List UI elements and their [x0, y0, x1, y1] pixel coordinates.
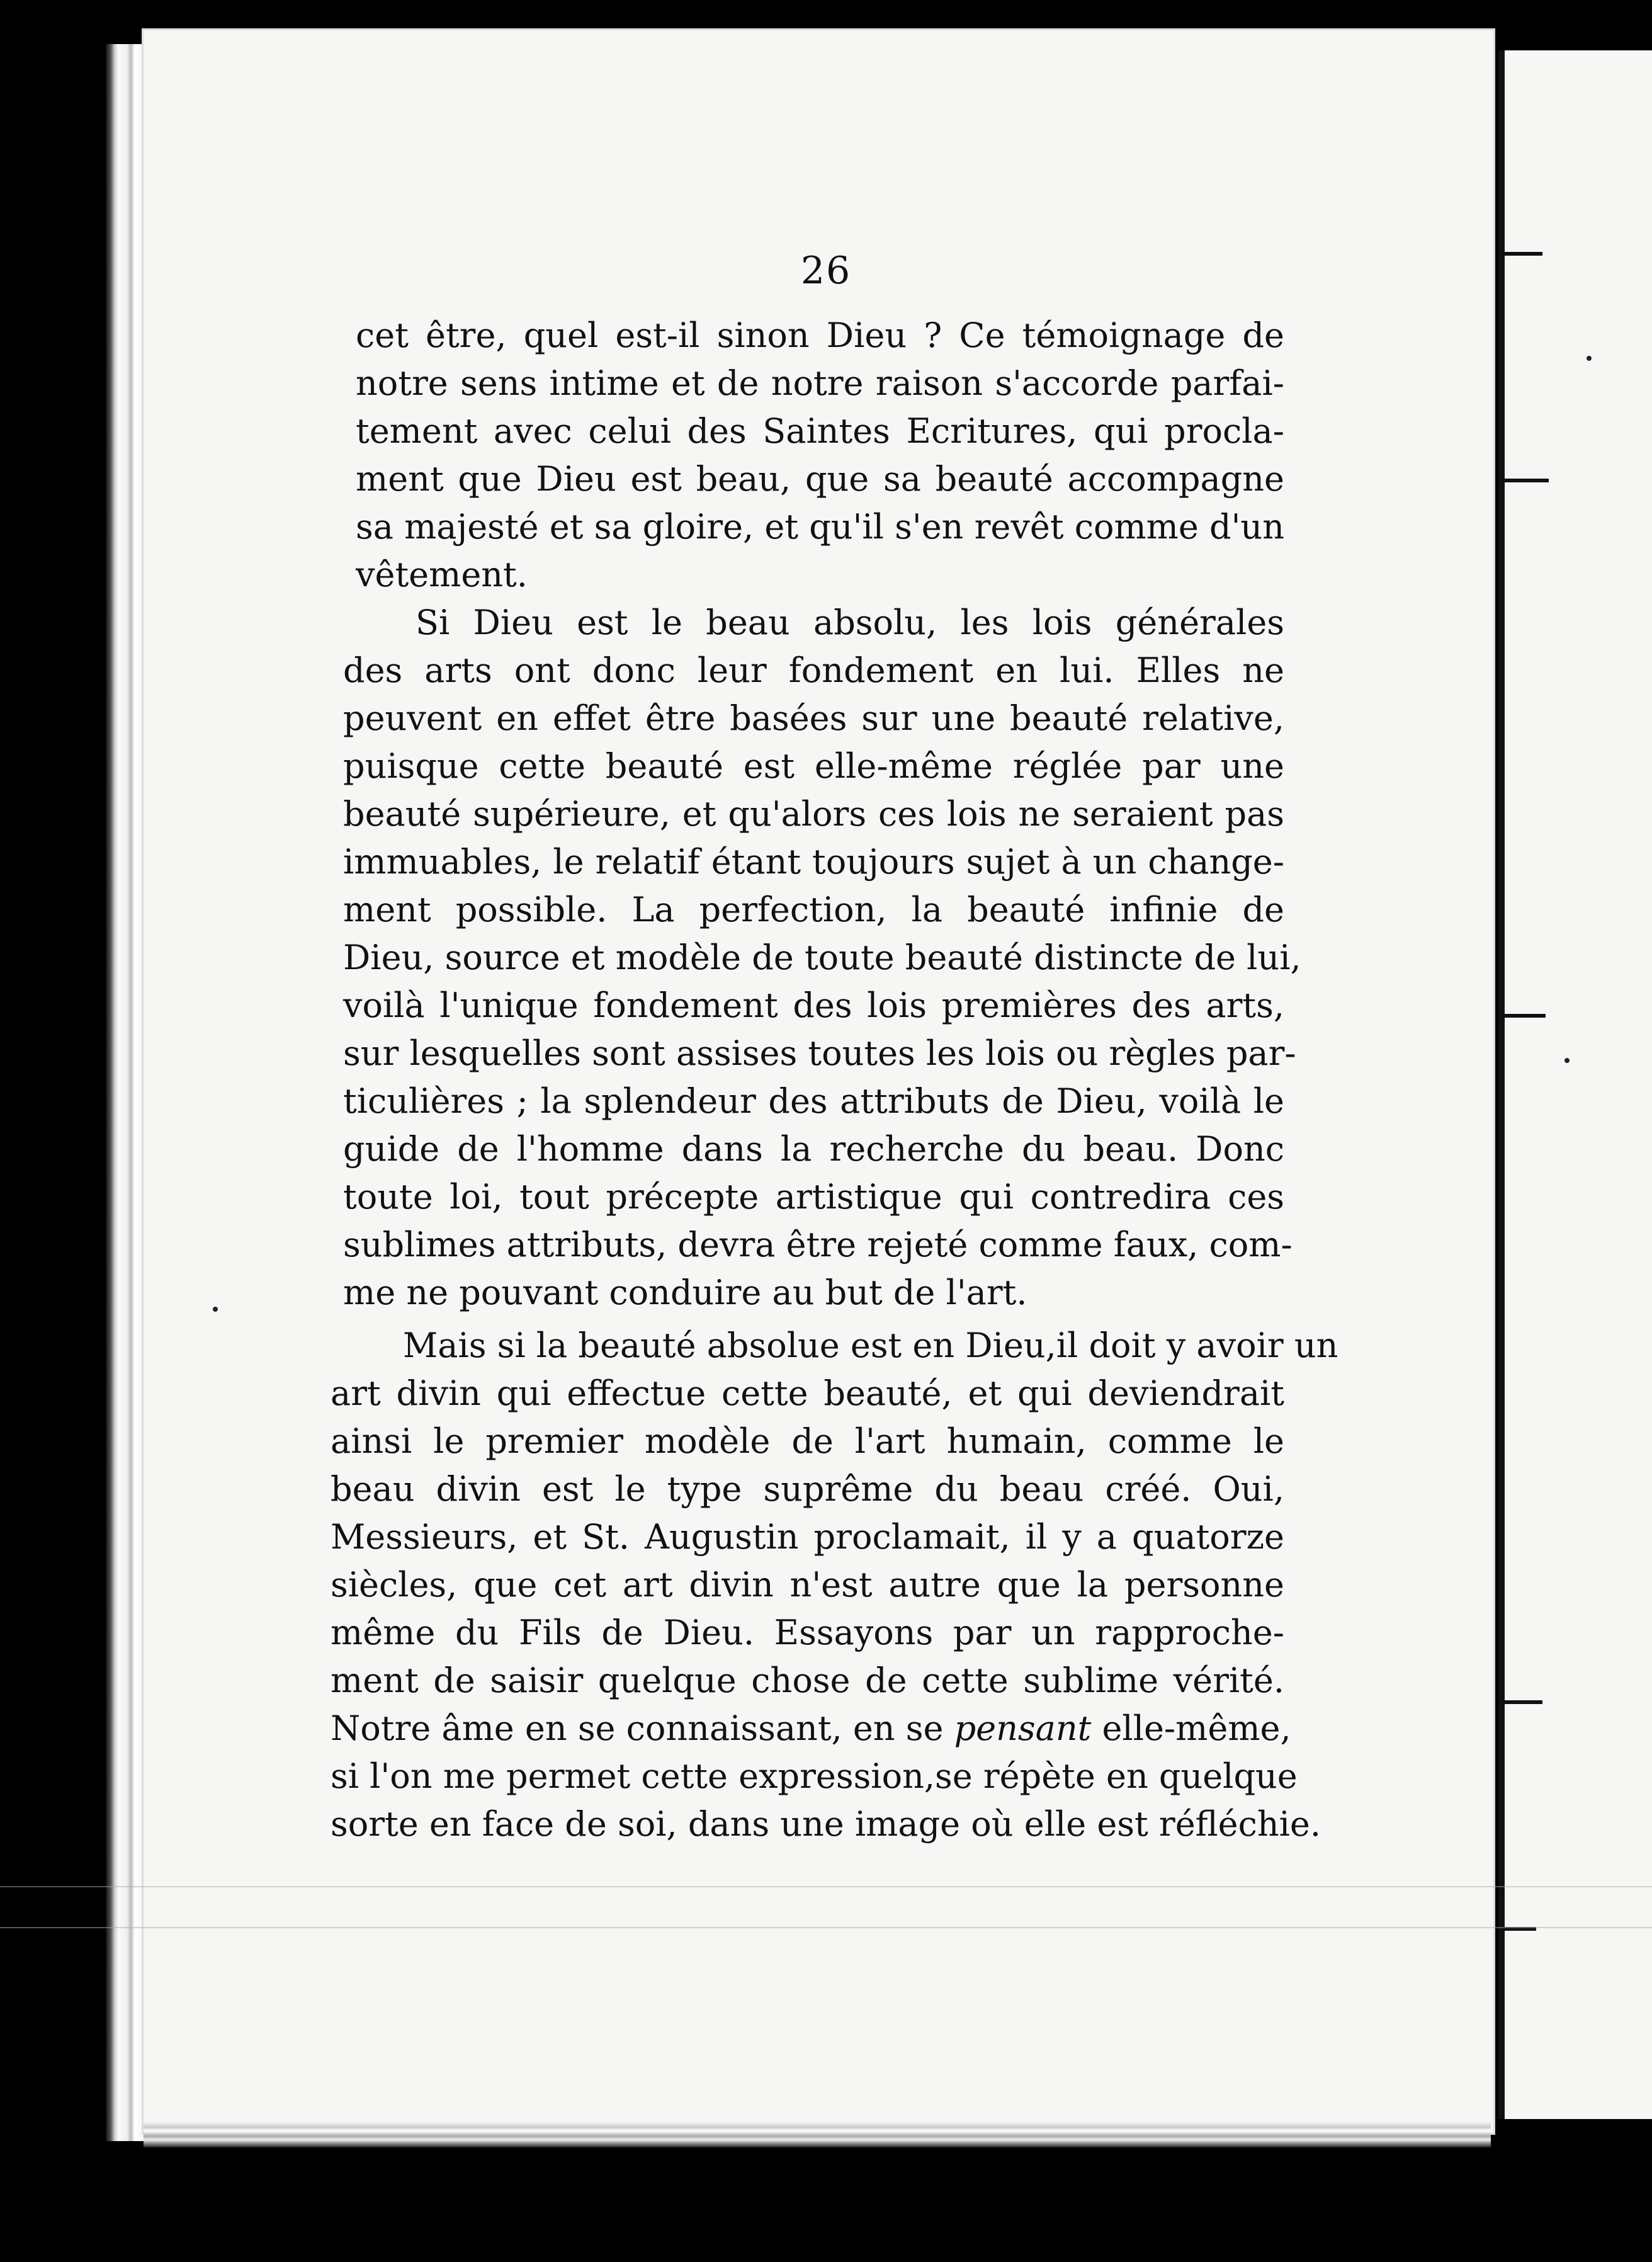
text-line: peuvent en effet être basées sur une beauté relative, — [343, 698, 1284, 738]
binding-mark — [1498, 479, 1549, 482]
text-line: toute loi, tout précepte artistique qui contredira ces — [343, 1177, 1284, 1217]
page-number: 26 — [800, 249, 852, 293]
scan-artifact-line — [0, 1886, 1652, 1887]
scan-artifact-line — [0, 1927, 1652, 1928]
text-line: ment que Dieu est beau, que sa beauté accompagne — [356, 459, 1284, 499]
binding-mark — [1498, 1014, 1546, 1018]
adjacent-page — [1498, 50, 1652, 2119]
binding-mark — [1498, 1700, 1542, 1704]
text-line-with-italic — [331, 1705, 1291, 1753]
text-line: Dieu, source et modèle de toute beauté distincte de lui, — [343, 938, 1301, 977]
page-body-text — [331, 312, 1338, 1848]
text-line: immuables, le relatif étant toujours sujet à un change- — [343, 842, 1284, 882]
text-line: Si Dieu est le beau absolu, les lois générales — [416, 603, 1284, 642]
text-segment: Notre âme en se connaissant, en se — [331, 1708, 944, 1748]
text-line: voilà l'unique fondement des lois premières des arts, — [343, 986, 1284, 1025]
text-line: puisque cette beauté est elle-même réglée par une — [343, 746, 1284, 786]
text-line: ment possible. La perfection, la beauté infinie de — [343, 890, 1284, 929]
text-line: notre sens intime et de notre raison s'accorde parfai- — [356, 363, 1284, 403]
text-line: sublimes attributs, devra être rejeté comme faux, com- — [343, 1225, 1293, 1265]
page-left-edge — [106, 44, 144, 2141]
text-line: ment de saisir quelque chose de cette sublime vérité. — [331, 1661, 1284, 1700]
italic-word: pensant — [954, 1708, 1092, 1748]
text-line: même du Fils de Dieu. Essayons par un rapproche- — [331, 1613, 1284, 1652]
text-line: me ne pouvant conduire au but de l'art. — [343, 1273, 1027, 1312]
text-line: beau divin est le type suprême du beau créé. Oui, — [331, 1469, 1284, 1509]
text-line: des arts ont donc leur fondement en lui. Elles ne — [343, 651, 1284, 690]
text-line: beauté supérieure, et qu'alors ces lois ne seraient pas — [343, 794, 1284, 834]
text-line: sur lesquelles sont assises toutes les lois ou règles par- — [343, 1033, 1296, 1073]
page-bottom-edge — [144, 2122, 1491, 2147]
text-line: ainsi le premier modèle de l'art humain, comme le — [331, 1421, 1284, 1461]
text-line: sorte en face de soi, dans une image où elle est réfléchie. — [331, 1804, 1321, 1844]
text-line: Messieurs, et St. Augustin proclamait, il y a quatorze — [331, 1517, 1284, 1557]
text-line: Mais si la beauté absolue est en Dieu,il doit y avoir un — [403, 1326, 1338, 1365]
text-line: ticulières ; la splendeur des attributs de Dieu, voilà le — [343, 1081, 1284, 1121]
text-segment: elle-même, — [1102, 1708, 1291, 1748]
ink-speck — [1587, 356, 1592, 361]
text-line: tement avec celui des Saintes Ecritures, qui procla- — [356, 411, 1284, 451]
ink-speck — [213, 1307, 218, 1312]
text-line: vêtement. — [356, 555, 528, 594]
text-line: guide de l'homme dans la recherche du beau. Donc — [343, 1129, 1284, 1169]
text-line: cet être, quel est-il sinon Dieu ? Ce témoignage de — [356, 315, 1284, 355]
text-line: sa majesté et sa gloire, et qu'il s'en revêt comme d'un — [356, 507, 1284, 547]
text-line: siècles, que cet art divin n'est autre que la personne — [331, 1565, 1284, 1605]
text-line: si l'on me permet cette expression,se répète en quelque — [331, 1756, 1298, 1796]
text-line: art divin qui effectue cette beauté, et qui deviendrait — [331, 1373, 1284, 1413]
ink-speck — [1564, 1058, 1570, 1063]
